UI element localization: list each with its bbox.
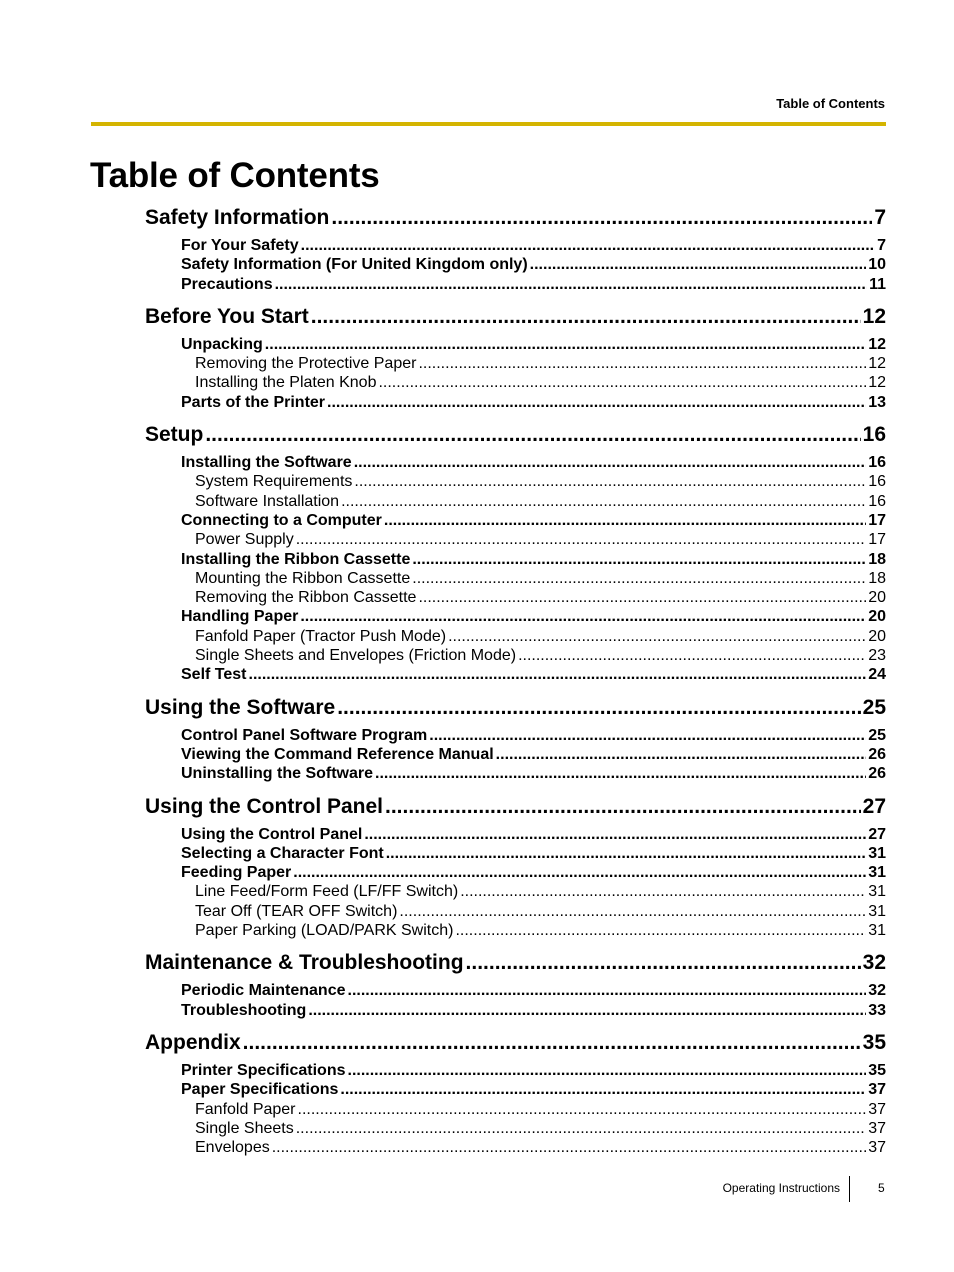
toc-subsection-entry-page-number: 16	[868, 492, 886, 510]
dot-leader	[518, 646, 866, 665]
toc-subsection-entry[interactable]	[195, 530, 886, 549]
toc-section-entry[interactable]	[181, 825, 886, 844]
dot-leader	[296, 1119, 866, 1138]
toc-subsection-entry-page-number: 17	[868, 531, 886, 549]
dot-leader	[249, 665, 867, 684]
table-of-contents	[0, 205, 954, 1167]
dot-leader	[385, 794, 861, 820]
dot-leader	[300, 607, 866, 626]
toc-subsection-entry-page-number: 20	[868, 589, 886, 607]
dot-leader	[298, 1100, 867, 1119]
toc-section-entry-title: Parts of the Printer	[181, 393, 326, 411]
toc-chapter-entry-page-number: 16	[862, 423, 886, 447]
toc-section	[0, 205, 954, 294]
toc-section-entry-page-number: 11	[869, 275, 886, 293]
toc-section-entry-title: Periodic Maintenance	[181, 982, 346, 1000]
dot-leader	[455, 921, 866, 940]
toc-section-entry-page-number: 16	[868, 454, 886, 472]
toc-subsection-entry-title: Removing the Ribbon Cassette	[195, 589, 417, 607]
toc-subsection-entry-page-number: 37	[868, 1100, 886, 1118]
toc-subsection-entry-title: Tear Off (TEAR OFF Switch)	[195, 902, 398, 920]
toc-section-entry[interactable]	[181, 1061, 886, 1080]
dot-leader	[293, 863, 866, 882]
toc-section-entry-page-number: 26	[868, 745, 886, 763]
toc-section-entry-page-number: 31	[868, 844, 886, 862]
toc-subsection-entry[interactable]	[195, 627, 886, 646]
toc-subsection-entry[interactable]	[195, 646, 886, 665]
dot-leader	[348, 981, 867, 1000]
dot-leader	[354, 472, 866, 491]
running-header: Table of Contents	[776, 96, 885, 111]
toc-section	[0, 1030, 954, 1157]
dot-leader	[296, 530, 866, 549]
toc-section-entry-page-number: 27	[868, 825, 886, 843]
toc-section-entry-title: Safety Information (For United Kingdom only)	[181, 256, 528, 274]
toc-section	[0, 794, 954, 941]
toc-subsection-entry-page-number: 16	[868, 473, 886, 491]
toc-section-entry-title: For Your Safety	[181, 237, 299, 254]
dot-leader	[340, 1080, 866, 1099]
toc-subsection-entry[interactable]	[195, 921, 886, 940]
dot-leader	[418, 588, 866, 607]
toc-section-entry-page-number: 7	[877, 237, 886, 254]
toc-chapter-entry-page-number: 35	[862, 1030, 886, 1054]
dot-leader	[341, 492, 866, 511]
toc-subsection-entry-page-number: 31	[868, 922, 886, 940]
toc-section-entry-title: Control Panel Software Program	[181, 726, 428, 744]
toc-subsection-entry-page-number: 12	[868, 374, 886, 392]
toc-chapter-entry-page-number: 7	[874, 206, 886, 229]
toc-section-entry-title: Using the Control Panel	[181, 825, 363, 843]
dot-leader	[272, 1138, 866, 1157]
toc-section-entry-title: Connecting to a Computer	[181, 511, 382, 529]
toc-section-entry-title: Self Test	[181, 666, 247, 684]
toc-section-entry[interactable]	[181, 511, 886, 530]
toc-subsection-entry-page-number: 37	[868, 1139, 886, 1157]
page-number: 5	[878, 1181, 885, 1195]
toc-section	[0, 950, 954, 1020]
toc-subsection-entry-title: Mounting the Ribbon Cassette	[195, 569, 411, 587]
toc-section-entry-page-number: 32	[868, 982, 886, 1000]
toc-subsection-entry-title: System Requirements	[195, 473, 353, 491]
toc-chapter-entry[interactable]	[145, 950, 886, 976]
toc-section-entry-title: Printer Specifications	[181, 1061, 346, 1079]
toc-chapter-entry-page-number: 12	[862, 304, 886, 328]
dot-leader	[448, 627, 866, 646]
toc-subsection-entry-page-number: 31	[868, 902, 886, 920]
toc-section-entry-title: Uninstalling the Software	[181, 765, 374, 783]
dot-leader	[496, 745, 867, 764]
toc-chapter-entry[interactable]	[145, 304, 886, 330]
toc-section-entry-page-number: 18	[868, 550, 886, 568]
dot-leader	[466, 950, 861, 976]
toc-chapter-entry[interactable]	[145, 794, 886, 820]
toc-subsection-entry-title: Software Installation	[195, 492, 340, 510]
toc-section-entry-page-number: 17	[868, 511, 886, 529]
toc-chapter-entry-title: Using the Control Panel	[145, 794, 384, 818]
toc-section-entry-page-number: 25	[868, 726, 886, 744]
toc-subsection-entry[interactable]	[195, 902, 886, 921]
toc-chapter-entry-page-number: 25	[862, 695, 886, 719]
dot-leader	[301, 236, 875, 255]
toc-section-entry-title: Selecting a Character Font	[181, 844, 384, 862]
toc-subsection-entry[interactable]	[195, 354, 886, 373]
dot-leader	[399, 902, 866, 921]
toc-subsection-entry-title: Removing the Protective Paper	[195, 355, 417, 373]
toc-subsection-entry[interactable]	[195, 1119, 886, 1138]
toc-subsection-entry-page-number: 18	[868, 569, 886, 587]
dot-leader	[460, 882, 866, 901]
toc-chapter-entry-title: Using the Software	[145, 695, 336, 719]
toc-section-entry-title: Troubleshooting	[181, 1001, 307, 1019]
toc-section-entry[interactable]	[181, 607, 886, 626]
toc-section-entry-page-number: 20	[868, 608, 886, 626]
toc-section-entry-page-number: 37	[868, 1081, 886, 1099]
toc-section-entry-title: Installing the Software	[181, 454, 352, 472]
toc-section-entry-title: Handling Paper	[181, 608, 299, 626]
dot-leader	[308, 1001, 866, 1020]
toc-subsection-entry-title: Single Sheets	[195, 1119, 294, 1137]
toc-chapter-entry[interactable]	[145, 1030, 886, 1056]
dot-leader	[337, 695, 860, 721]
toc-subsection-entry-title: Power Supply	[195, 531, 294, 549]
toc-section-entry[interactable]	[181, 255, 886, 274]
dot-leader	[412, 569, 866, 588]
toc-section-entry[interactable]	[181, 981, 886, 1000]
toc-section-entry[interactable]	[181, 764, 886, 783]
toc-section-entry-page-number: 31	[868, 864, 886, 882]
toc-section	[0, 304, 954, 412]
toc-subsection-entry-title: Installing the Platen Knob	[195, 374, 377, 392]
toc-section	[0, 422, 954, 685]
dot-leader	[311, 304, 861, 330]
toc-section-entry[interactable]	[181, 236, 886, 255]
toc-chapter-entry[interactable]	[145, 205, 886, 231]
dot-leader	[275, 275, 867, 294]
dot-leader	[418, 354, 866, 373]
toc-subsection-entry[interactable]	[195, 373, 886, 392]
toc-section-entry-page-number: 10	[868, 256, 886, 274]
toc-subsection-entry-title: Paper Parking (LOAD/PARK Switch)	[195, 922, 454, 940]
toc-chapter-entry[interactable]	[145, 695, 886, 721]
toc-section-entry-page-number: 24	[868, 666, 886, 684]
dot-leader	[331, 205, 872, 231]
toc-section-entry[interactable]	[181, 335, 886, 354]
toc-subsection-entry[interactable]	[195, 569, 886, 588]
toc-section-entry-page-number: 26	[868, 765, 886, 783]
toc-chapter-entry-page-number: 27	[862, 794, 886, 818]
toc-subsection-entry-title: Fanfold Paper	[195, 1100, 296, 1118]
dot-leader	[378, 373, 866, 392]
toc-subsection-entry-title: Envelopes	[195, 1139, 270, 1157]
toc-chapter-entry-page-number: 32	[862, 951, 886, 975]
toc-section-entry[interactable]	[181, 1080, 886, 1099]
dot-leader	[364, 825, 866, 844]
toc-section-entry[interactable]	[181, 726, 886, 745]
footer-document-name: Operating Instructions	[722, 1181, 840, 1195]
toc-chapter-entry-title: Maintenance & Troubleshooting	[145, 951, 464, 975]
dot-leader	[386, 844, 866, 863]
toc-chapter-entry-title: Safety Information	[145, 206, 330, 229]
toc-subsection-entry[interactable]	[195, 882, 886, 901]
toc-subsection-entry[interactable]	[195, 472, 886, 491]
dot-leader	[327, 393, 866, 412]
header-rule	[91, 122, 886, 126]
toc-section-entry-page-number: 13	[868, 393, 886, 411]
toc-section-entry[interactable]	[181, 863, 886, 882]
toc-subsection-entry-page-number: 20	[868, 627, 886, 645]
toc-subsection-entry[interactable]	[195, 588, 886, 607]
toc-subsection-entry-page-number: 37	[868, 1119, 886, 1137]
toc-section-entry-title: Feeding Paper	[181, 864, 292, 882]
toc-section-entry[interactable]	[181, 665, 886, 684]
toc-section-entry[interactable]	[181, 1001, 886, 1020]
toc-subsection-entry-page-number: 31	[868, 883, 886, 901]
toc-subsection-entry-title: Single Sheets and Envelopes (Friction Mode)	[195, 647, 517, 665]
toc-section	[0, 695, 954, 784]
toc-section-entry-page-number: 35	[868, 1061, 886, 1079]
toc-subsection-entry-title: Fanfold Paper (Tractor Push Mode)	[195, 627, 447, 645]
toc-subsection-entry-title: Line Feed/Form Feed (LF/FF Switch)	[195, 883, 459, 901]
dot-leader	[384, 511, 866, 530]
toc-subsection-entry[interactable]	[195, 1138, 886, 1157]
toc-section-entry[interactable]	[181, 844, 886, 863]
dot-leader	[243, 1030, 861, 1056]
toc-section-entry[interactable]	[181, 453, 886, 472]
toc-subsection-entry[interactable]	[195, 1100, 886, 1119]
dot-leader	[375, 764, 866, 783]
toc-subsection-entry-page-number: 12	[868, 355, 886, 373]
dot-leader	[354, 453, 867, 472]
dot-leader	[412, 550, 866, 569]
toc-subsection-entry[interactable]	[195, 492, 886, 511]
toc-chapter-entry-title: Setup	[145, 423, 204, 447]
footer-divider	[849, 1176, 850, 1202]
toc-subsection-entry-page-number: 23	[868, 647, 886, 665]
toc-section-entry-page-number: 33	[868, 1001, 886, 1019]
dot-leader	[265, 335, 866, 354]
page-title: Table of Contents	[90, 156, 380, 195]
toc-section-entry[interactable]	[181, 745, 886, 764]
toc-section-entry-title: Installing the Ribbon Cassette	[181, 550, 411, 568]
toc-chapter-entry-title: Before You Start	[145, 304, 309, 328]
toc-section-entry[interactable]	[181, 275, 886, 294]
toc-chapter-entry-title: Appendix	[145, 1030, 241, 1054]
toc-section-entry[interactable]	[181, 393, 886, 412]
dot-leader	[348, 1061, 867, 1080]
toc-section-entry-title: Viewing the Command Reference Manual	[181, 745, 494, 763]
dot-leader	[205, 422, 860, 448]
toc-section-entry-title: Paper Specifications	[181, 1081, 339, 1099]
toc-section-entry-title: Precautions	[181, 275, 273, 293]
dot-leader	[530, 255, 867, 274]
dot-leader	[429, 726, 866, 745]
toc-section-entry-page-number: 12	[868, 335, 886, 353]
toc-chapter-entry[interactable]	[145, 422, 886, 448]
toc-section-entry-title: Unpacking	[181, 335, 263, 353]
toc-section-entry[interactable]	[181, 550, 886, 569]
